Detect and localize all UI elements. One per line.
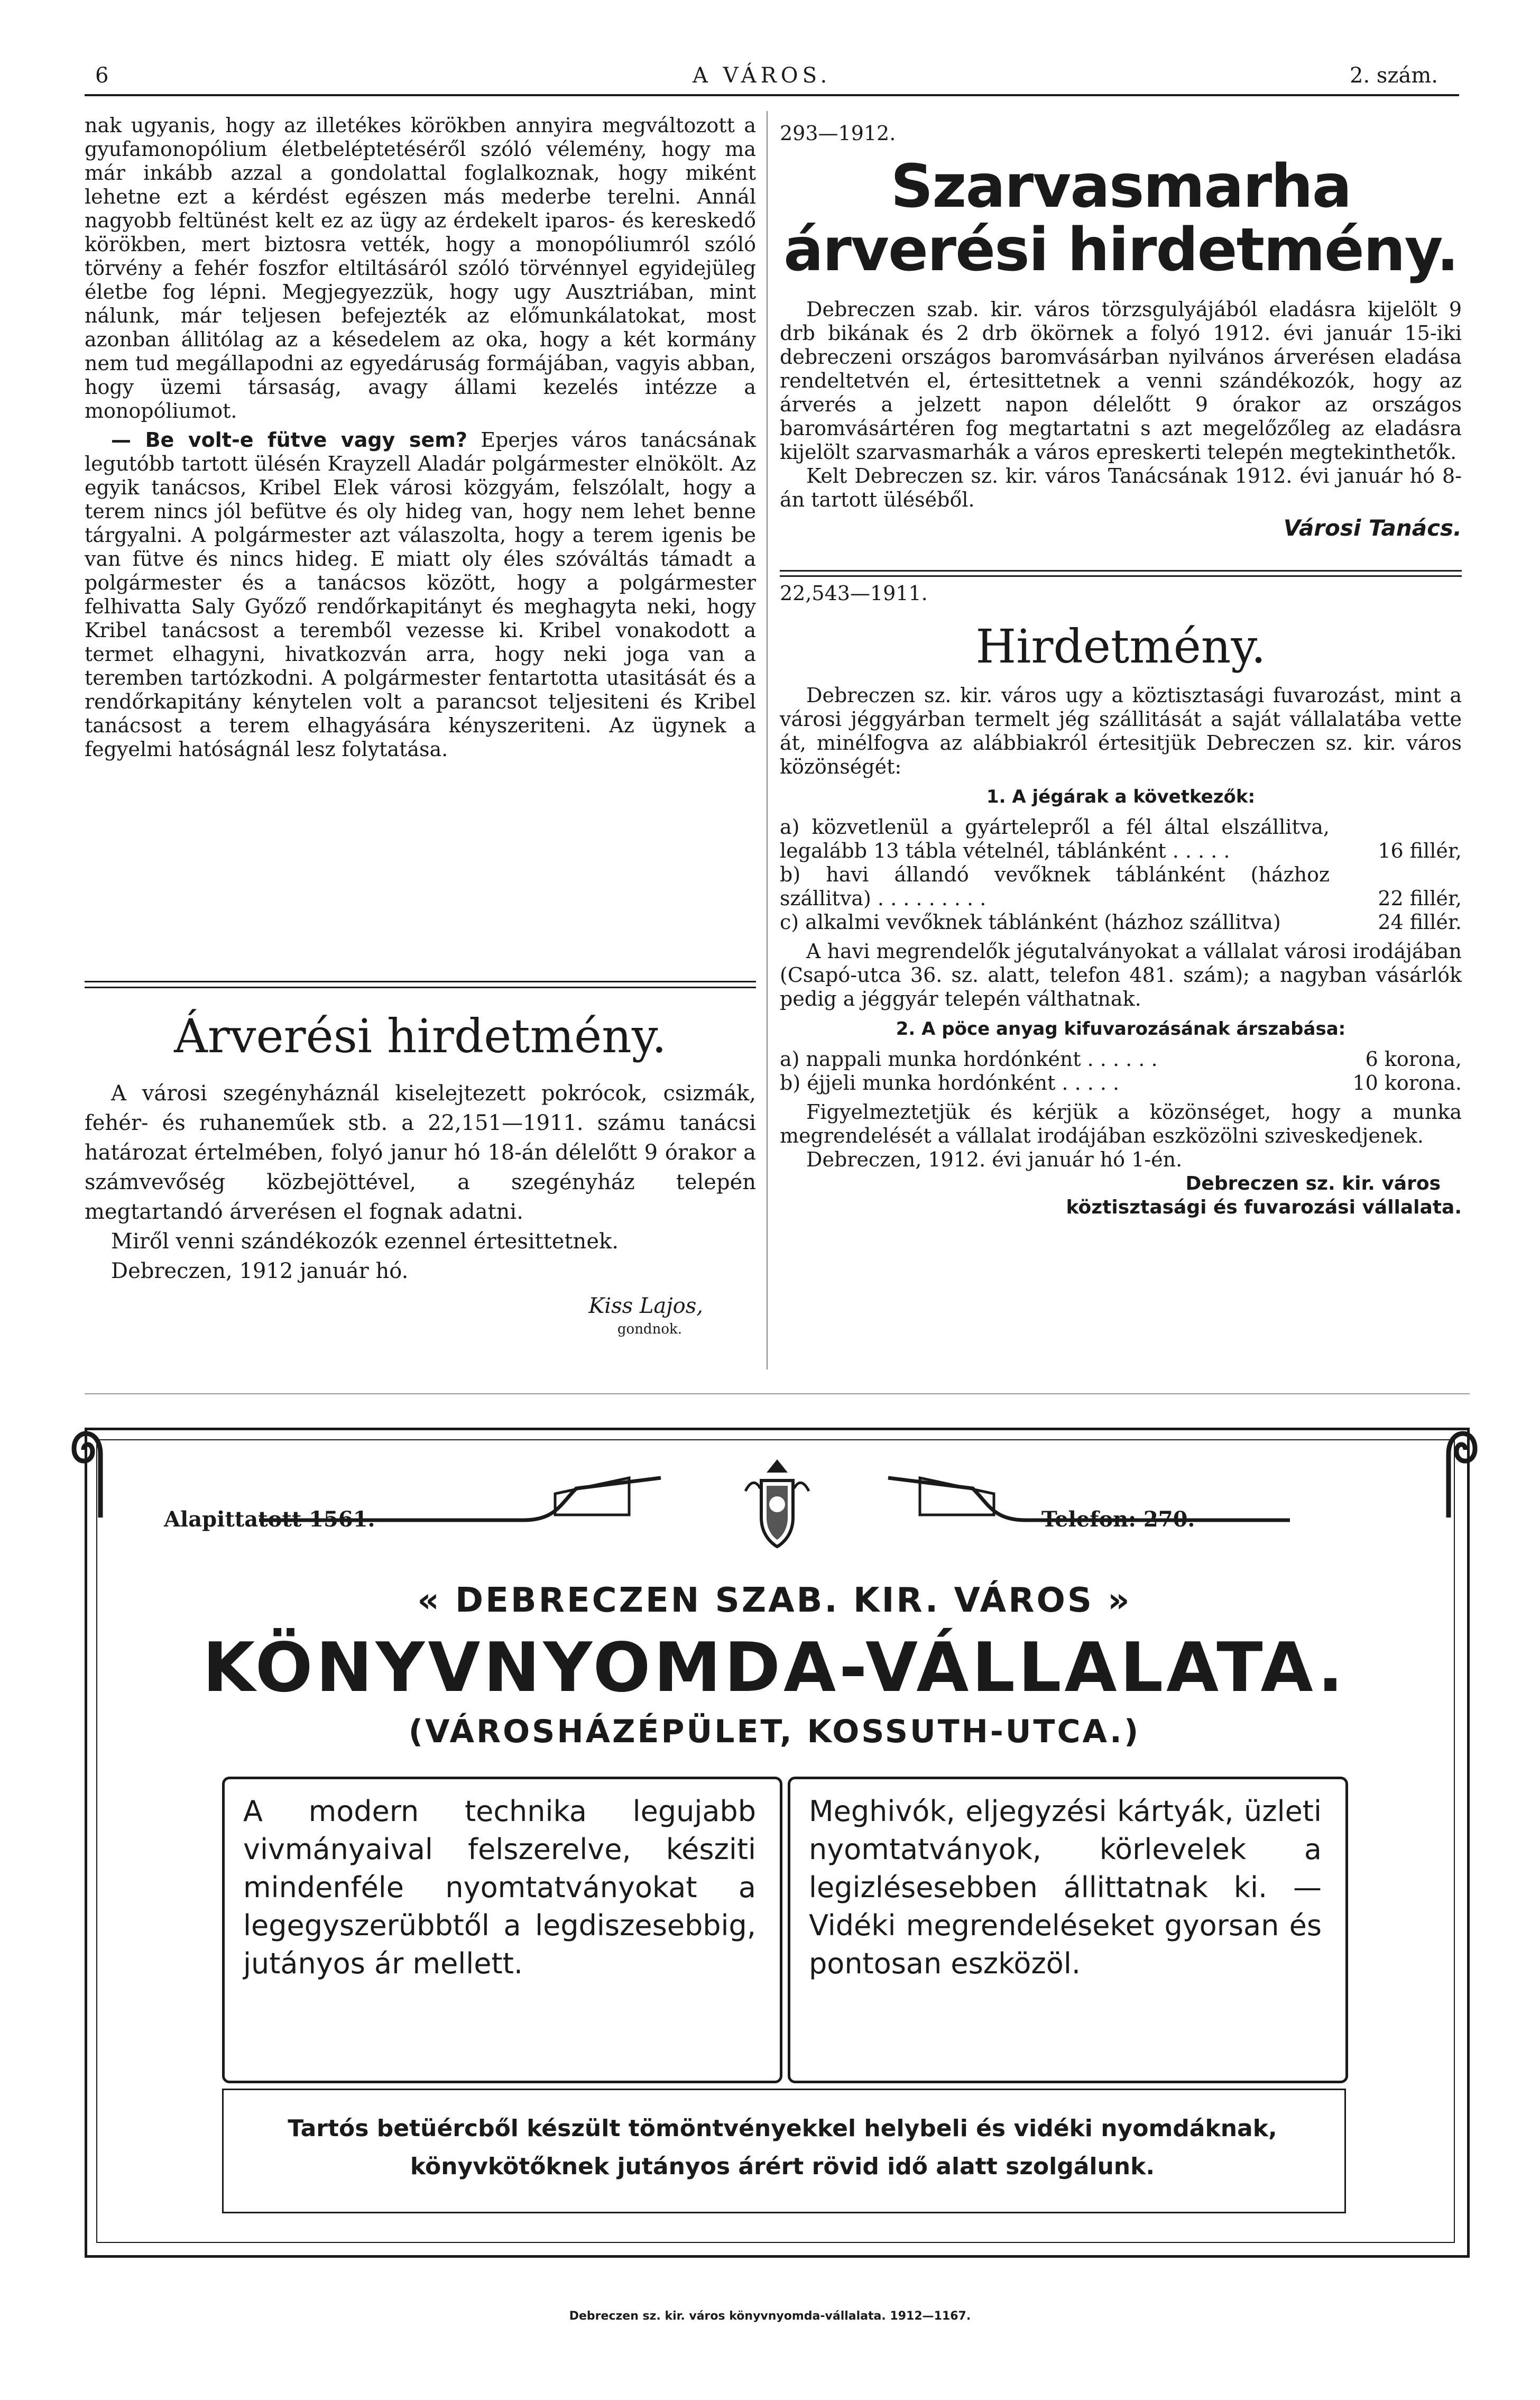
ad-line-1 xyxy=(85,1581,1464,1620)
city-name: DEBRECZEN SZAB. KIR. VÁROS xyxy=(455,1581,1094,1620)
journal-title: A VÁROS. xyxy=(693,63,832,88)
price-row-a xyxy=(780,815,1462,863)
price-b-text: b) havi állandó vevőknek táblánként (házhoz szállitva) . . . . . . . . . xyxy=(780,863,1330,910)
ice-signature-2: köztisztasági és fuvarozási vállalata. xyxy=(1066,1197,1462,1218)
printer-imprint: Debreczen sz. kir. város könyvnyomda-vállalata. 1912—1167. xyxy=(569,2310,971,2323)
price-c-value: 24 fillér. xyxy=(1378,911,1462,934)
ice-notice xyxy=(780,582,1462,1219)
cart-b-value: 10 korona. xyxy=(1352,1071,1462,1095)
left-arrows-icon: « xyxy=(417,1581,441,1620)
cattle-signature: Városi Tanács. xyxy=(1283,515,1462,541)
telephone-label: Telefon: 270. xyxy=(1041,1507,1195,1532)
cart-row-a xyxy=(780,1047,1462,1071)
ad-company-name: KÖNYVNYOMDA-VÁLLALATA. xyxy=(202,1629,1347,1707)
price-a-text: a) közvetlenül a gyártelepről a fél által elszállitva, legalább 13 tábla vételnél, táblánként . . . . . xyxy=(780,815,1330,862)
cart-a-value: 6 korona, xyxy=(1365,1047,1462,1071)
issue-number: 2. szám. xyxy=(1350,63,1438,88)
left-scroll-ornament xyxy=(63,1417,137,1523)
cattle-dated: Kelt Debreczen sz. kir. város Tanácsának 1912. évi január hó 8-án tartott üléséből. xyxy=(780,464,1462,511)
right-arrows-icon: » xyxy=(1108,1581,1132,1620)
auction-signature-name: Kiss Lajos, xyxy=(588,1294,703,1318)
cattle-title: Szarvasmarha árverési hirdetmény. xyxy=(783,152,1458,284)
right-rule-2 xyxy=(780,575,1462,577)
ice-notice-text: Figyelmeztetjük és kérjük a közönséget, hogy a munka megrendelését a vállalat irodájában eszközölni sziveskedjenek. xyxy=(780,1100,1462,1147)
ice-signature-1: Debreczen sz. kir. város xyxy=(1185,1173,1441,1194)
auction-date: Debreczen, 1912 január hó. xyxy=(111,1259,409,1283)
left-rule-2 xyxy=(85,987,756,988)
gyufamonopolium-article: nak ugyanis, hogy az illetékes körökben annyira megváltozott a gyufamonopólium életbeléptetéséről szóló vélemény, hogy ma már inkább azzal a gondolattal foglalkoznak, hogy miként lehetne ezt a kérdést egészen más mederbe terelni. Annál nagyobb feltünést kelt ez az ügy az érdekelt iparos- és kereskedő körökben, mert biztosra vették, hogy a monopóliumról szóló törvény a fehér foszfor eltiltásáról szóló törvénnyel egyidejüleg életbe fog lépni. Megjegyezzük, hogy ugy Ausztriában, mint nálunk, már teljesen befejezték az előmunkálatokat, most azonban állitólag az a késedelem az oka, hogy a két kormány nem tud megállapodni az egyedáruság formájában, vagyis abban, hogy üzemi társaság, avagy állami kezelés intézze a monopóliumot. xyxy=(85,114,756,422)
futes-article-text: Eperjes város tanácsának legutóbb tartott ülésén Krayzell Aladár polgármester elnökölt. Az egyik tanácsos, Kribel Elek városi közgyám, felszólalt, hogy a terem nincs jól befütve és oly hideg van, hogy nem lehet benne tárgyalni. A polgármester azt válaszolta, hogy a terem igenis be van fütve és nincs hideg. E miatt oly éles szóváltás támadt a polgármester és a tanácsos között, hogy a polgármester felhivatta Saly Győző rendőrkapitányt és meghagyta neki, hogy Kribel tanácsost a teremből vezesse ki. Kribel vonakodott a termet elhagyni, hivatkozván arra, hogy neki joga van a teremben tartózkodni. A polgármester fentartotta utasitását és a rendőrkapitány kénytelen volt a parancsot teljesiteni és Kribel tanácsost a terem elhagyására kényszeriteni. Az ügynek a fegyelmi hatóságnál lesz folytatása. xyxy=(85,428,756,761)
prices-heading: 1. A jégárak a következők: xyxy=(986,786,1256,807)
price-row-c xyxy=(780,911,1462,934)
ad-right-text: Meghivók, eljegyzési kártyák, üzleti nyomtatványok, körlevelek a legizlésesebben állittatnak ki. — Vidéki megrendeléseket gyorsan és pontosan eszközöl. xyxy=(809,1795,1322,1980)
cart-row-b xyxy=(780,1071,1462,1095)
cattle-number: 293—1912. xyxy=(780,122,896,145)
cattle-notice xyxy=(780,122,1462,540)
page-number: 6 xyxy=(95,63,109,88)
auction-signature-role: gondnok. xyxy=(617,1321,682,1337)
column-divider xyxy=(767,111,768,1369)
cattle-text: Debreczen szab. kir. város törzsgulyájából eladásra kijelölt 9 drb bikának és 2 drb ökörnek a folyó 1912. évi január 15-iki debreczeni országos baromvásárban nyilvános árverésen eladása rendeltetvén el, értesittetnek a venni szándékozók, hogy az árverés a jelzett napon délelőtt 9 órakor az országos baromvásártéren fog megtartatni s azt megelőzőleg az eladásra kijelölt szarvasmarhák a város epreskerti telepén megtekinthetők. xyxy=(780,298,1462,464)
printing-house-advertisement xyxy=(85,1428,1470,2258)
ad-left-text: A modern technika legujabb vivmányaival felszerelve, késziti mindenféle nyomtatványokat a legegyszerübbtől a legdiszesebbig, jutányos ár mellett. xyxy=(243,1795,756,1980)
ice-intro: Debreczen sz. kir. város ugy a köztisztasági fuvarozást, mint a városi jéggyárban termelt jég szállitását a saját vállalatába vette át, minélfogva az alábbiakról értesitjük Debreczen sz. kir. város közönségét: xyxy=(780,684,1462,778)
ice-title: Hirdetmény. xyxy=(975,619,1266,674)
futes-article-lead: — Be volt-e fütve vagy sem? xyxy=(111,428,467,452)
right-scroll-ornament xyxy=(1412,1417,1486,1523)
left-column xyxy=(85,114,756,761)
ice-date: Debreczen, 1912. évi január hó 1-én. xyxy=(806,1148,1183,1171)
ice-number: 22,543—1911. xyxy=(780,582,928,605)
price-c-text: c) alkalmi vevőknek táblánként (házhoz szállitva) xyxy=(780,911,1281,934)
right-rule-1 xyxy=(780,570,1462,572)
price-a-value: 16 fillér, xyxy=(1378,839,1462,862)
cart-b-text: b) éjjeli munka hordónként . . . . . xyxy=(780,1071,1120,1095)
auction-text: A városi szegényháznál kiselejtezett pokrócok, csizmák, fehér- és ruhaneműek stb. a 22,151—1911. számu tanácsi határozat értelmében, folyó janur hó 18-án délelőtt 9 órakor a számvevőség közbejöttével, a szegényház telepén megtartandó árverésen el fognak adatni. xyxy=(85,1081,756,1224)
ad-address: (VÁROSHÁZÉPÜLET, KOSSUTH-UTCA.) xyxy=(408,1713,1141,1750)
founded-label: Alapittatott 1561. xyxy=(164,1507,375,1532)
price-b-value: 22 fillér, xyxy=(1378,887,1462,910)
ice-coupons: A havi megrendelők jégutalványokat a vállalat városi irodájában (Csapó-utca 36. sz. alatt, telefon 481. szám); a nagyban vásárlók pedig a jéggyár telepén válthatnak. xyxy=(780,940,1462,1010)
ad-bottom-text: Tartós betüércből készült tömöntvényekkel helybeli és vidéki nyomdáknak, könyvkötőknek jutányos árért rövid idő alatt szolgálunk. xyxy=(288,2115,1277,2180)
header-rule xyxy=(85,94,1459,96)
cart-heading: 2. A pöce anyag kifuvarozásának árszabása: xyxy=(896,1018,1346,1040)
cart-a-text: a) nappali munka hordónként . . . . . . xyxy=(780,1047,1158,1071)
left-rule-1 xyxy=(85,981,756,982)
auction-title: Árverési hirdetmény. xyxy=(174,1009,667,1063)
coat-of-arms-icon xyxy=(735,1449,819,1555)
futes-article xyxy=(85,428,756,761)
auction-invite: Miről venni szándékozók ezennel értesittetnek. xyxy=(111,1229,619,1254)
section-rule xyxy=(85,1393,1470,1394)
running-head xyxy=(85,63,1459,95)
auction-notice xyxy=(85,1010,756,1338)
price-row-b xyxy=(780,863,1462,911)
